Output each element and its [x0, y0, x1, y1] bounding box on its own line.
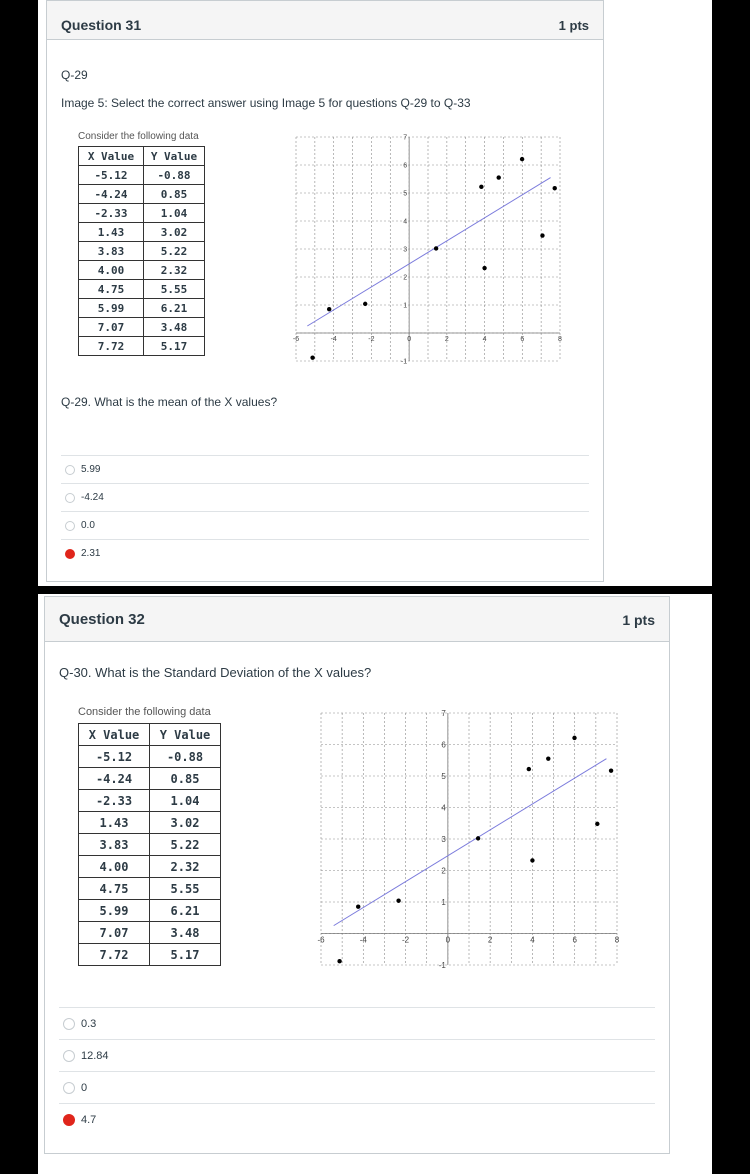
- answer-label[interactable]: -4.24: [81, 492, 104, 503]
- question-points: 1 pts: [622, 612, 655, 628]
- table-row: [79, 746, 221, 768]
- table-row: [79, 223, 205, 242]
- table-cell: 5.22: [144, 242, 205, 261]
- answer-option[interactable]: [59, 1071, 655, 1104]
- y-tick-label: 6: [403, 162, 408, 170]
- table-cell: 7.07: [79, 318, 144, 337]
- data-point: [310, 355, 314, 359]
- table-cell: 3.02: [144, 223, 205, 242]
- radio-button[interactable]: [65, 549, 75, 559]
- question-32-header: [45, 597, 669, 642]
- data-point: [520, 157, 524, 161]
- table-header-cell: Y Value: [144, 147, 205, 166]
- table-row: [79, 922, 221, 944]
- table-cell: 5.17: [150, 944, 221, 966]
- table-row: [79, 261, 205, 280]
- answer-label[interactable]: 5.99: [81, 464, 101, 475]
- data-point: [356, 905, 360, 909]
- x-tick-label: 2: [487, 935, 493, 945]
- radio-button[interactable]: [63, 1050, 75, 1062]
- data-table: [78, 723, 221, 966]
- data-point: [479, 185, 483, 189]
- question-instruction: Image 5: Select the correct answer using Image 5 for questions Q-29 to Q-33: [61, 96, 471, 110]
- y-tick-label: 2: [403, 274, 408, 282]
- answer-label[interactable]: 0.0: [81, 520, 95, 531]
- question-31-header: [47, 1, 603, 40]
- table-cell: 7.72: [79, 944, 150, 966]
- answer-option[interactable]: [59, 1007, 655, 1040]
- scatter-plot: [317, 709, 623, 970]
- answer-option[interactable]: [61, 511, 589, 540]
- question-card-31: [38, 0, 712, 586]
- y-tick-label: 3: [403, 246, 408, 254]
- data-point: [595, 822, 599, 826]
- table-cell: -4.24: [79, 185, 144, 204]
- table-cell: 5.22: [150, 834, 221, 856]
- data-point: [540, 233, 544, 237]
- table-row: [79, 768, 221, 790]
- table-cell: 6.21: [144, 299, 205, 318]
- table-row: [79, 337, 205, 356]
- table-row: [79, 166, 205, 185]
- table-row: [79, 299, 205, 318]
- question-title: Question 31: [61, 17, 142, 33]
- y-tick-label: 6: [441, 740, 446, 750]
- table-header-cell: X Value: [79, 724, 150, 746]
- x-tick-label: 2: [444, 336, 449, 343]
- table-cell: 7.07: [79, 922, 150, 944]
- table-cell: 4.75: [79, 280, 144, 299]
- y-tick-label: 7: [441, 709, 446, 718]
- trend-line: [334, 759, 607, 926]
- data-table: [78, 146, 205, 356]
- answer-label[interactable]: 4.7: [81, 1113, 97, 1126]
- table-cell: 2.32: [144, 261, 205, 280]
- x-tick-label: 0: [445, 935, 451, 945]
- question-points: 1 pts: [558, 18, 589, 33]
- question-card-32: [38, 594, 712, 1174]
- table-row: [79, 242, 205, 261]
- table-cell: -4.24: [79, 768, 150, 790]
- table-cell: 5.55: [150, 878, 221, 900]
- table-cell: 7.72: [79, 337, 144, 356]
- question-title: Question 32: [59, 611, 145, 628]
- table-row: [79, 834, 221, 856]
- data-point: [553, 186, 557, 190]
- question-code: Q-29: [61, 68, 88, 82]
- data-point: [572, 736, 576, 740]
- table-cell: -5.12: [79, 166, 144, 185]
- radio-button[interactable]: [65, 493, 75, 503]
- table-cell: 3.48: [144, 318, 205, 337]
- table-row: [79, 878, 221, 900]
- table-cell: 5.17: [144, 337, 205, 356]
- table-cell: 1.04: [144, 204, 205, 223]
- answer-label[interactable]: 0: [81, 1081, 88, 1094]
- table-cell: -2.33: [79, 204, 144, 223]
- table-cell: -5.12: [79, 746, 150, 768]
- y-tick-label: 5: [403, 190, 408, 198]
- table-row: [79, 944, 221, 966]
- table-cell: 0.85: [144, 185, 205, 204]
- y-tick-label: 4: [441, 803, 446, 813]
- data-point: [609, 768, 613, 772]
- answer-option[interactable]: [59, 1103, 655, 1136]
- table-cell: 3.83: [79, 834, 150, 856]
- x-tick-label: -6: [317, 935, 325, 945]
- data-point: [527, 767, 531, 771]
- data-point: [482, 266, 486, 270]
- y-tick-label: -1: [438, 961, 446, 970]
- data-caption: Consider the following data: [78, 706, 211, 718]
- y-tick-label: 7: [403, 134, 408, 142]
- x-tick-label: -6: [292, 336, 300, 343]
- x-tick-label: 4: [530, 935, 535, 945]
- table-row: [79, 280, 205, 299]
- x-tick-label: -2: [368, 336, 375, 343]
- y-tick-label: 1: [441, 898, 446, 907]
- question-31-box: [46, 0, 604, 582]
- table-cell: 0.85: [150, 768, 221, 790]
- y-tick-label: -1: [400, 358, 408, 366]
- table-cell: 4.00: [79, 261, 144, 280]
- radio-button[interactable]: [65, 521, 75, 531]
- data-point: [546, 756, 550, 760]
- data-point: [530, 858, 534, 862]
- table-row: [79, 812, 221, 834]
- y-tick-label: 5: [441, 772, 446, 781]
- data-point: [476, 836, 480, 840]
- question-prompt: Q-30. What is the Standard Deviation of the X values?: [59, 665, 372, 680]
- x-tick-label: -4: [359, 935, 367, 945]
- x-tick-label: -4: [330, 336, 337, 343]
- table-cell: 1.04: [150, 790, 221, 812]
- table-header-cell: Y Value: [150, 724, 221, 746]
- table-cell: 3.83: [79, 242, 144, 261]
- table-cell: 2.32: [150, 856, 221, 878]
- y-tick-label: 1: [403, 302, 408, 310]
- table-cell: -0.88: [144, 166, 205, 185]
- data-caption: Consider the following data: [78, 131, 199, 142]
- question-32-box: [44, 596, 670, 1154]
- answer-option[interactable]: [61, 539, 589, 568]
- table-cell: -2.33: [79, 790, 150, 812]
- table-row: [79, 900, 221, 922]
- data-point: [337, 959, 341, 963]
- table-row: [79, 856, 221, 878]
- table-row: [79, 204, 205, 223]
- answer-option[interactable]: [61, 483, 589, 512]
- x-tick-label: -2: [402, 935, 410, 945]
- answer-option[interactable]: [59, 1039, 655, 1072]
- table-row: [79, 185, 205, 204]
- data-point: [497, 175, 501, 179]
- answer-option[interactable]: [61, 455, 589, 484]
- table-row: [79, 790, 221, 812]
- x-tick-label: 4: [482, 336, 487, 343]
- data-point: [396, 899, 400, 903]
- x-tick-label: 8: [558, 336, 562, 343]
- table-cell: 4.75: [79, 878, 150, 900]
- table-row: [79, 318, 205, 337]
- x-tick-label: 6: [520, 336, 525, 343]
- table-cell: 5.55: [144, 280, 205, 299]
- table-cell: 3.02: [150, 812, 221, 834]
- radio-button[interactable]: [63, 1018, 75, 1030]
- data-point: [327, 307, 331, 311]
- answer-label[interactable]: 0.3: [81, 1017, 97, 1030]
- x-tick-label: 0: [407, 336, 412, 343]
- radio-button[interactable]: [63, 1082, 75, 1094]
- data-point: [434, 246, 438, 250]
- table-header-cell: X Value: [79, 147, 144, 166]
- table-cell: 4.00: [79, 856, 150, 878]
- table-cell: 3.48: [150, 922, 221, 944]
- table-cell: 5.99: [79, 299, 144, 318]
- table-cell: -0.88: [150, 746, 221, 768]
- table-cell: 5.99: [79, 900, 150, 922]
- y-tick-label: 4: [403, 218, 408, 226]
- radio-button[interactable]: [65, 465, 75, 475]
- trend-line: [307, 178, 550, 326]
- x-tick-label: 6: [572, 935, 577, 945]
- x-tick-label: 8: [614, 935, 620, 945]
- y-tick-label: 3: [441, 835, 446, 844]
- table-cell: 1.43: [79, 223, 144, 242]
- answer-label[interactable]: 2.31: [81, 548, 101, 559]
- radio-button[interactable]: [63, 1114, 75, 1126]
- table-cell: 6.21: [150, 900, 221, 922]
- question-prompt: Q-29. What is the mean of the X values?: [61, 395, 278, 409]
- y-tick-label: 2: [441, 866, 446, 876]
- scatter-plot: [292, 134, 566, 366]
- data-point: [363, 302, 367, 306]
- table-cell: 1.43: [79, 812, 150, 834]
- answer-label[interactable]: 12.84: [81, 1049, 109, 1062]
